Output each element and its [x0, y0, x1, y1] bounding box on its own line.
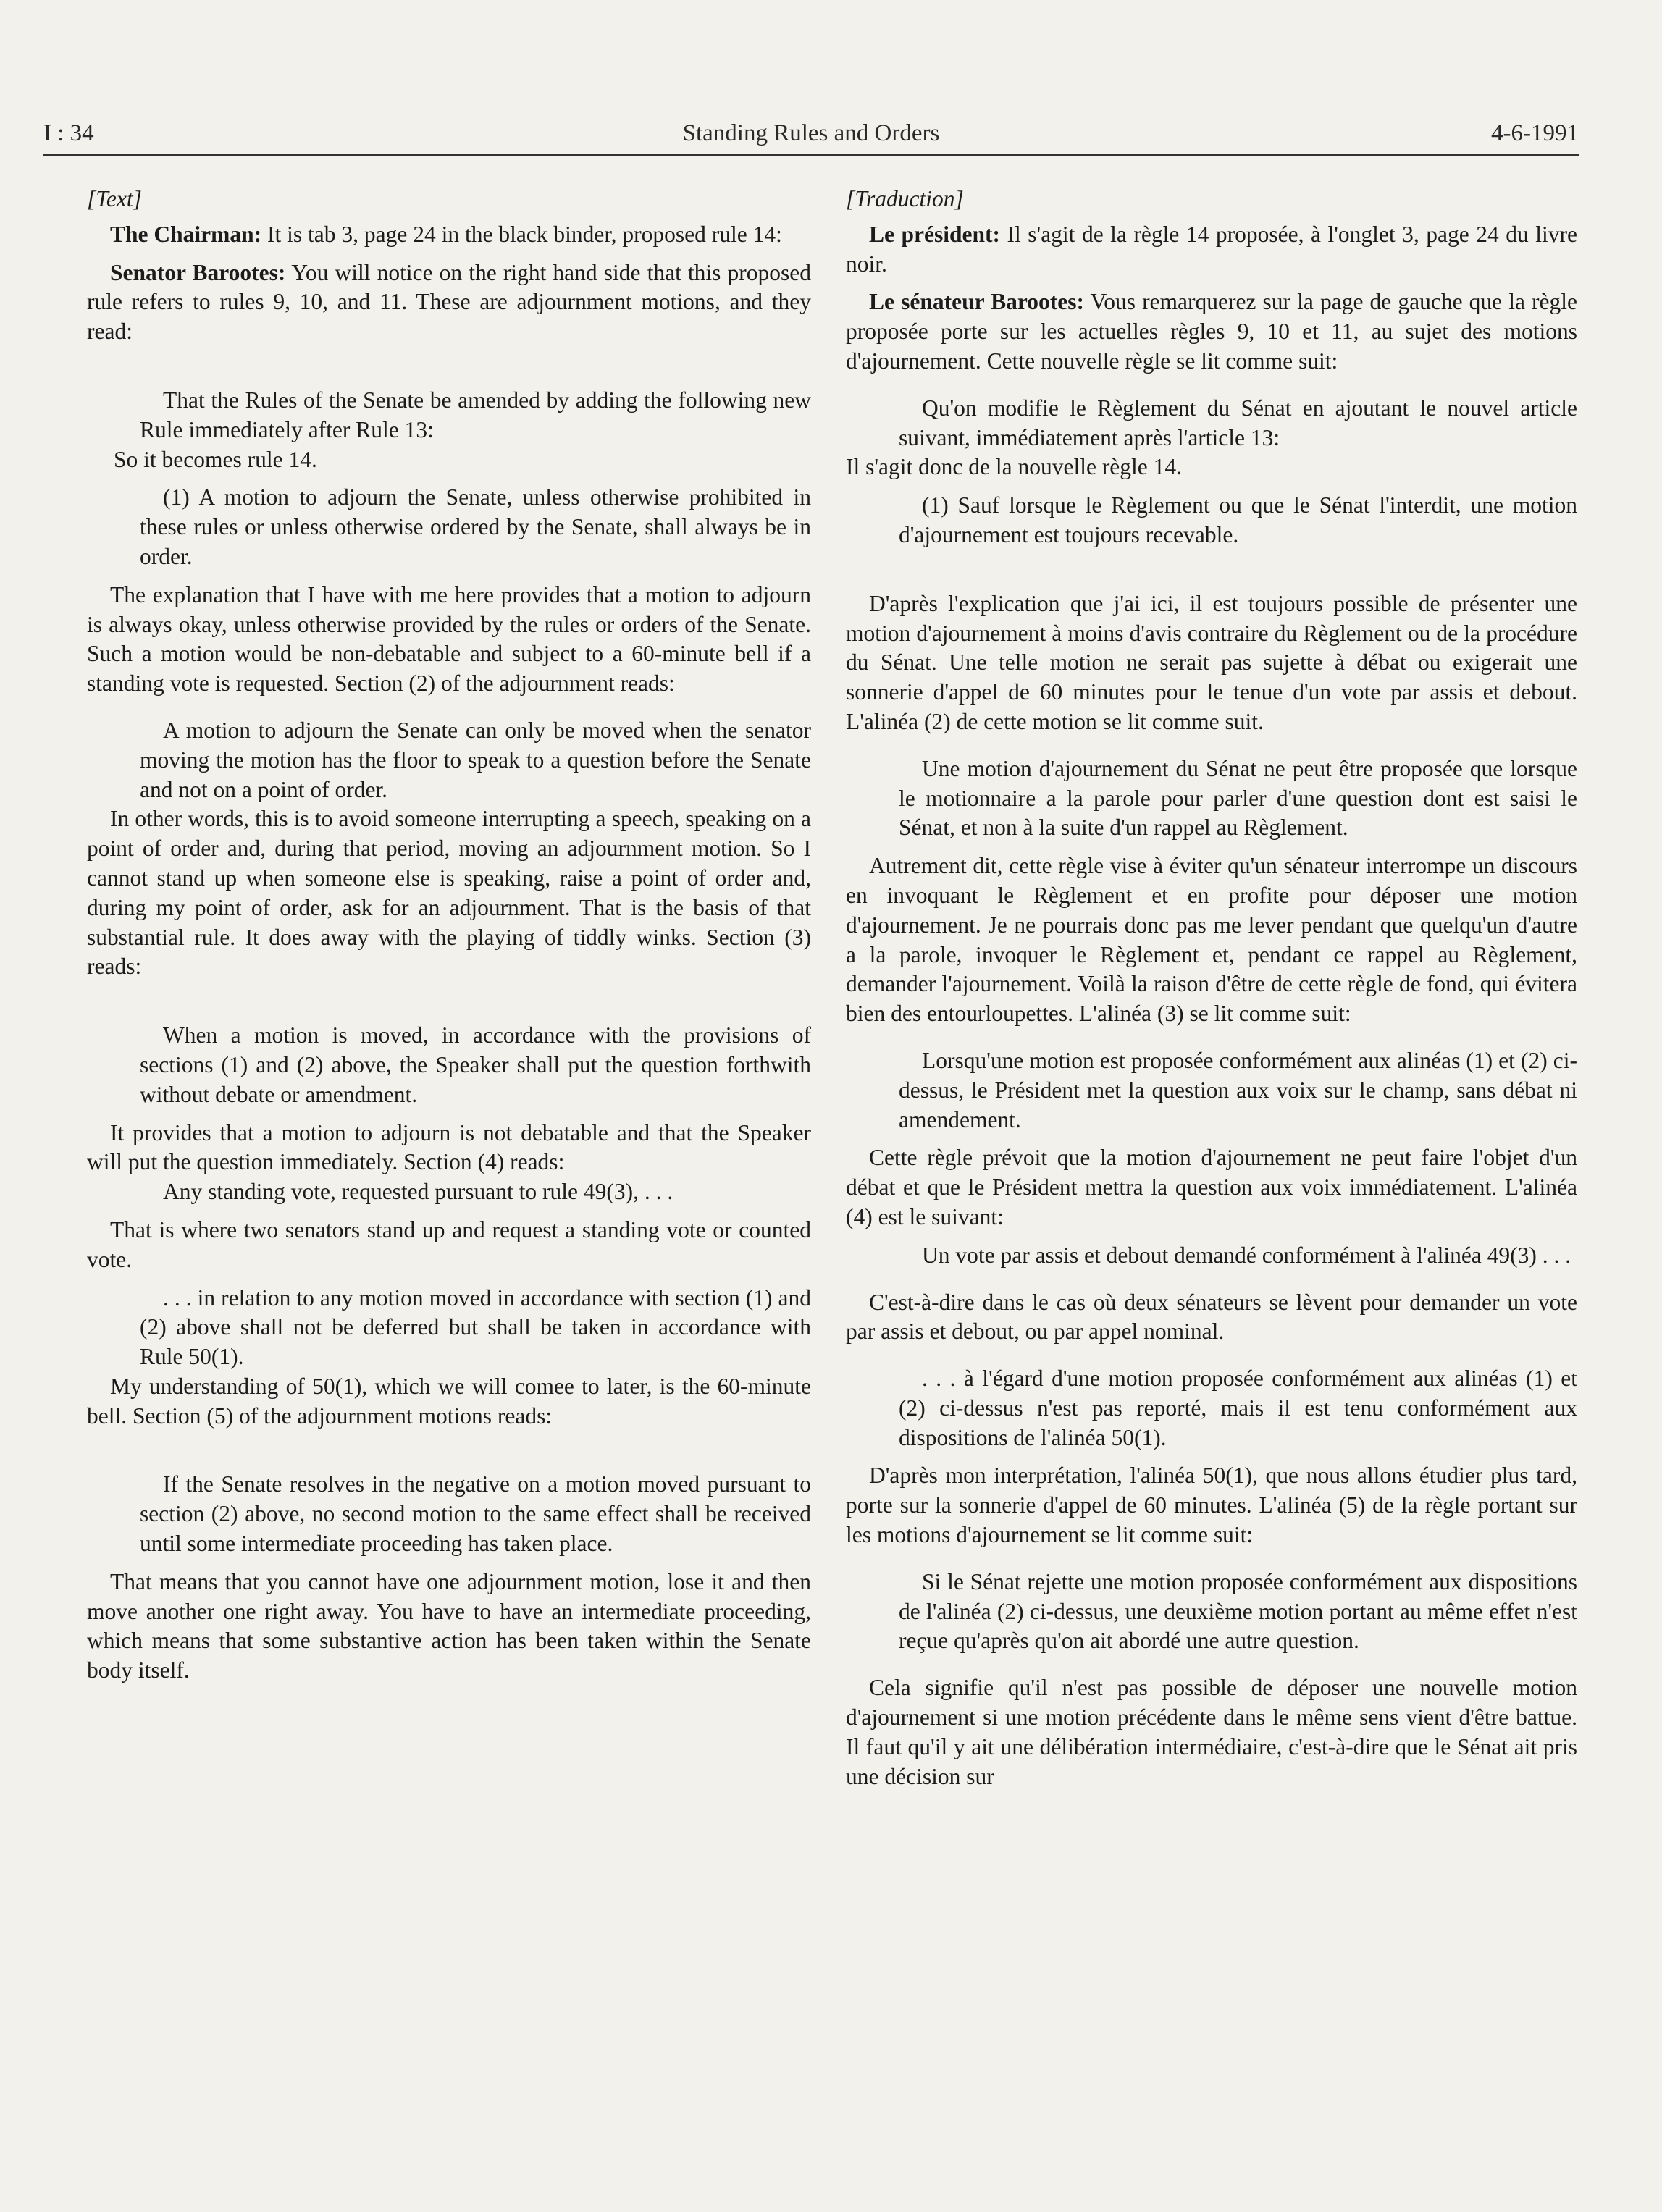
quotation: That the Rules of the Senate be amended by adding the following new Rule immediately after Rule 13: — [140, 387, 811, 442]
quotation: Si le Sénat rejette une motion proposée conformément aux dispositions de l'alinéa (2) ci-dessus, une deuxième motion portant au même effet n'est reçue qu'après qu'on ait abordé une autre question. — [899, 1568, 1577, 1654]
paragraph: C'est-à-dire dans le cas où deux sénateurs se lèvent pour demander un vote par assis et debout, ou par appel nominal. — [846, 1289, 1577, 1345]
speech-text: Il s'agit de la règle 14 proposée, à l'onglet 3, page 24 du livre noir. — [846, 221, 1577, 277]
paragraph — [87, 258, 811, 347]
quotation: (1) Sauf lorsque le Règlement ou que le Sénat l'interdit, une motion d'ajournement est toujours recevable. — [899, 492, 1577, 547]
quotation: . . . in relation to any motion moved in accordance with section (1) and (2) above shall not be deferred but shall be taken in accordance with Rule 50(1). — [140, 1284, 811, 1370]
paragraph: D'après l'explication que j'ai ici, il est toujours possible de présenter une motion d'ajournement à moins d'avis contraire du Règlement ou de la procédure du Sénat. Une telle motion ne serait pas sujette à débat ou exigerait une sonnerie d'appel de 60 minutes pour le tenue d'un vote par assis et debout. L'alinéa (2) de cette motion se lit comme suit. — [846, 590, 1577, 734]
paragraph: That is where two senators stand up and request a standing vote or counted vote. — [87, 1216, 811, 1272]
quotation: When a motion is moved, in accordance with the provisions of sections (1) and (2) above, the Speaker shall put the question forthwith without debate or amendment. — [140, 1022, 811, 1107]
paragraph: My understanding of 50(1), which we will comee to later, is the 60-minute bell. Section (5) of the adjournment motions reads: — [87, 1373, 811, 1429]
quotation: (1) A motion to adjourn the Senate, unless otherwise prohibited in these rules or unless otherwise ordered by the Senate, shall always be in order. — [140, 484, 811, 569]
paragraph: It provides that a motion to adjourn is not debatable and that the Speaker will put the question immediately. Section (4) reads: — [87, 1119, 811, 1175]
french-column — [846, 185, 1577, 1791]
paragraph: Cette règle prévoit que la motion d'ajournement ne peut faire l'objet d'un débat et que le Président mettra la question aux voix immédiatement. L'alinéa (4) est le suivant: — [846, 1145, 1577, 1229]
quotation: . . . à l'égard d'une motion proposée conformément aux alinéas (1) et (2) ci-dessus n'est pas reporté, mais il est tenu conformément aux dispositions de l'alinéa 50(1). — [899, 1366, 1577, 1450]
paragraph: D'après mon interprétation, l'alinéa 50(1), que nous allons étudier plus tard, porte sur la sonnerie d'appel de 60 minutes. L'alinéa (5) de la règle portant sur les motions d'ajournement se lit comme suit: — [846, 1463, 1577, 1548]
paragraph: Autrement dit, cette règle vise à éviter qu'un sénateur interrompe un discours en invoquant le Règlement et en profite pour déposer une motion d'ajournement. Je ne pourrais donc pas me lever pendant que quelqu'un d'autre a la parole, invoquer le Règlement et, pendant ce rappel au Règlement, demander l'ajournement. Voilà la raison d'être de cette règle de fond, qui évitera bien des entourloupettes. L'alinéa (3) se lit comme suit: — [846, 853, 1577, 1027]
paragraph — [87, 220, 811, 250]
speaker-name: Le sénateur Barootes: — [869, 289, 1084, 315]
paragraph: So it becomes rule 14. — [114, 446, 317, 472]
running-header — [43, 116, 1579, 156]
quotation: Qu'on modifie le Règlement du Sénat en ajoutant le nouvel article suivant, immédiatement après l'article 13: — [899, 395, 1577, 450]
quotation: Any standing vote, requested pursuant to rule 49(3), . . . — [163, 1179, 673, 1205]
quotation: Une motion d'ajournement du Sénat ne peut être proposée que lorsque le motionnaire a la parole pour parler d'une question dont est saisi le Sénat, et non à la suite d'un rappel au Règlement. — [899, 755, 1577, 841]
speech-text: It is tab 3, page 24 in the black binder, proposed rule 14: — [261, 221, 782, 247]
header-date: 4-6-1991 — [1491, 120, 1579, 146]
english-column — [87, 185, 811, 1686]
paragraph: Cela signifie qu'il n'est pas possible de déposer une nouvelle motion d'ajournement si une motion précédente dans le même sens vient d'être battue. Il faut qu'il y ait une délibération intermédiaire, c'est-à-dire que le Sénat ait pris une décision sur — [846, 1675, 1577, 1789]
quotation: Lorsqu'une motion est proposée conformément aux alinéas (1) et (2) ci-dessus, le Président met la question aux voix sur le champ, sans débat ni amendement. — [899, 1047, 1577, 1132]
quotation: If the Senate resolves in the negative on a motion moved pursuant to section (2) above, no second motion to the same effect shall be received until some intermediate proceeding has taken place. — [140, 1471, 811, 1557]
running-title: Standing Rules and Orders — [682, 120, 940, 146]
header-rule — [43, 154, 1579, 156]
paragraph: The explanation that I have with me here provides that a motion to adjourn is always okay, unless otherwise provided by the rules or orders of the Senate. Such a motion would be non-debatable and subject to a 60-minute bell if a standing vote is requested. Section (2) of the adjournment reads: — [87, 581, 811, 697]
paragraph: In other words, this is to avoid someone interrupting a speech, speaking on a point of order and, during that period, moving an adjournment motion. So I cannot stand up when someone else is speaking, raise a point of order and, during my point of order, ask for an adjournment. That is the basis of that substantial rule. It does away with the playing of tiddly winks. Section (3) reads: — [87, 806, 811, 980]
speaker-name: The Chairman: — [110, 221, 262, 247]
page-number: I : 34 — [43, 120, 94, 146]
column-tag: [Text] — [87, 186, 142, 211]
paragraph — [846, 220, 1577, 279]
column-tag: [Traduction] — [846, 186, 964, 211]
speech-text: You will notice on the right hand side that this proposed rule refers to rules 9, 10, and 11. These are adjournment motions, and they read: — [87, 259, 811, 345]
paragraph: That means that you cannot have one adjournment motion, lose it and then move another one right away. You have to have an intermediate proceeding, which means that some substantive action has been taken within the Senate body itself. — [87, 1568, 811, 1683]
quotation: Un vote par assis et debout demandé conformément à l'alinéa 49(3) . . . — [922, 1242, 1571, 1268]
paragraph — [846, 287, 1577, 376]
speaker-name: Le président: — [869, 221, 1000, 247]
speech-text: Vous remarquerez sur la page de gauche que la règle proposée porte sur les actuelles règles 9, 10 et 11, au sujet des motions d'ajournement. Cette nouvelle règle se lit comme suit: — [846, 289, 1578, 374]
quotation: A motion to adjourn the Senate can only be moved when the senator moving the motion has the floor to speak to a question before the Senate and not on a point of order. — [140, 717, 811, 802]
speaker-name: Senator Barootes: — [110, 259, 286, 285]
paragraph: Il s'agit donc de la nouvelle règle 14. — [846, 454, 1183, 480]
